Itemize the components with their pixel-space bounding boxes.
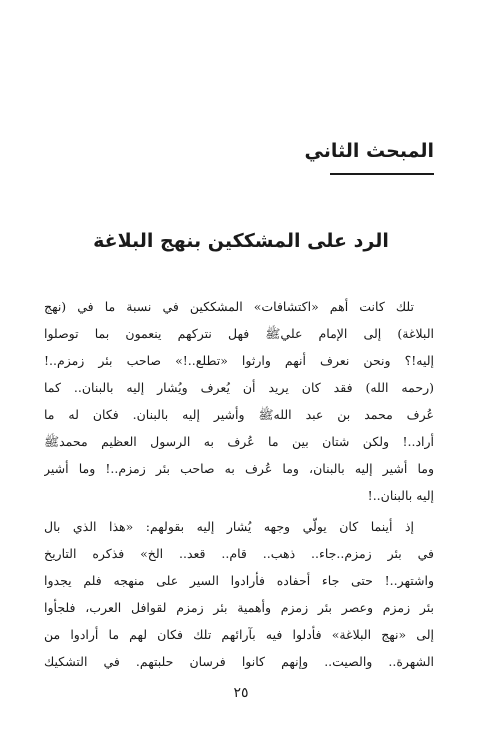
paragraph-line: أراد..! ولكن شتان بين ما عُرف به الرسول العظيم محمدﷺ: [44, 434, 434, 449]
page-number: ٢٥: [233, 685, 249, 701]
paragraph-line: إليه بالبنان..!: [367, 488, 434, 503]
paragraph-line: إذ أينما كان يولّي وجهه يُشار إليه بقولهم: «هذا الذي بال: [44, 519, 414, 534]
paragraph-line: (رحمه الله) فقد كان يريد أن يُعرف ويُشار إليه بالبنان.. كما: [44, 380, 434, 395]
paragraph-line: بئر زمزم وعصر بئر زمزم وأهمية بئر زمزم لقوافل العرب، فلجأوا: [44, 600, 434, 615]
paragraph-line: عُرف محمد بن عبد اللهﷺ وأشير إليه بالبنان. فكان له ما: [44, 407, 434, 422]
paragraph-line: تلك كانت أهم «اكتشافات» المشككين في نسبة ما في (نهج: [44, 299, 414, 314]
paragraph-1: [44, 293, 434, 509]
paragraph-line: إليه!؟ ونحن نعرف أنهم وارثوا «تطلع..!» صاحب بئر زمزم..!: [44, 353, 434, 368]
section-heading: [304, 136, 434, 175]
paragraph-line: الشهرة.. والصيت.. وإنهم كانوا فرسان حلبتهم. في التشكيك: [44, 654, 434, 669]
paragraph-line: في بئر زمزم..جاء.. ذهب.. قام.. قعد.. الخ» فذكره التاريخ: [44, 546, 434, 561]
chapter-title: الرد على المشككين بنهج البلاغة: [93, 230, 389, 252]
paragraph-line: إلى «نهج البلاغة» فأدلوا فيه بآرائهم تلك فكان لهم ما أرادوا من: [44, 627, 434, 642]
paragraph-line: البلاغة) إلى الإمام عليﷺ فهل نتركهم ينعمون بما توصلوا: [44, 326, 434, 341]
section-heading-text: المبحث الثاني: [304, 140, 434, 162]
paragraph-2: [44, 513, 434, 675]
paragraph-line: وما أشير إليه بالبنان، وما عُرف به صاحب بئر زمزم..! وما أشير: [44, 461, 434, 476]
section-heading-underline: [330, 173, 434, 175]
paragraph-line: واشتهر..! حتى جاء أحفاده فأرادوا السير على منهجه فلم يجدوا: [44, 573, 434, 588]
